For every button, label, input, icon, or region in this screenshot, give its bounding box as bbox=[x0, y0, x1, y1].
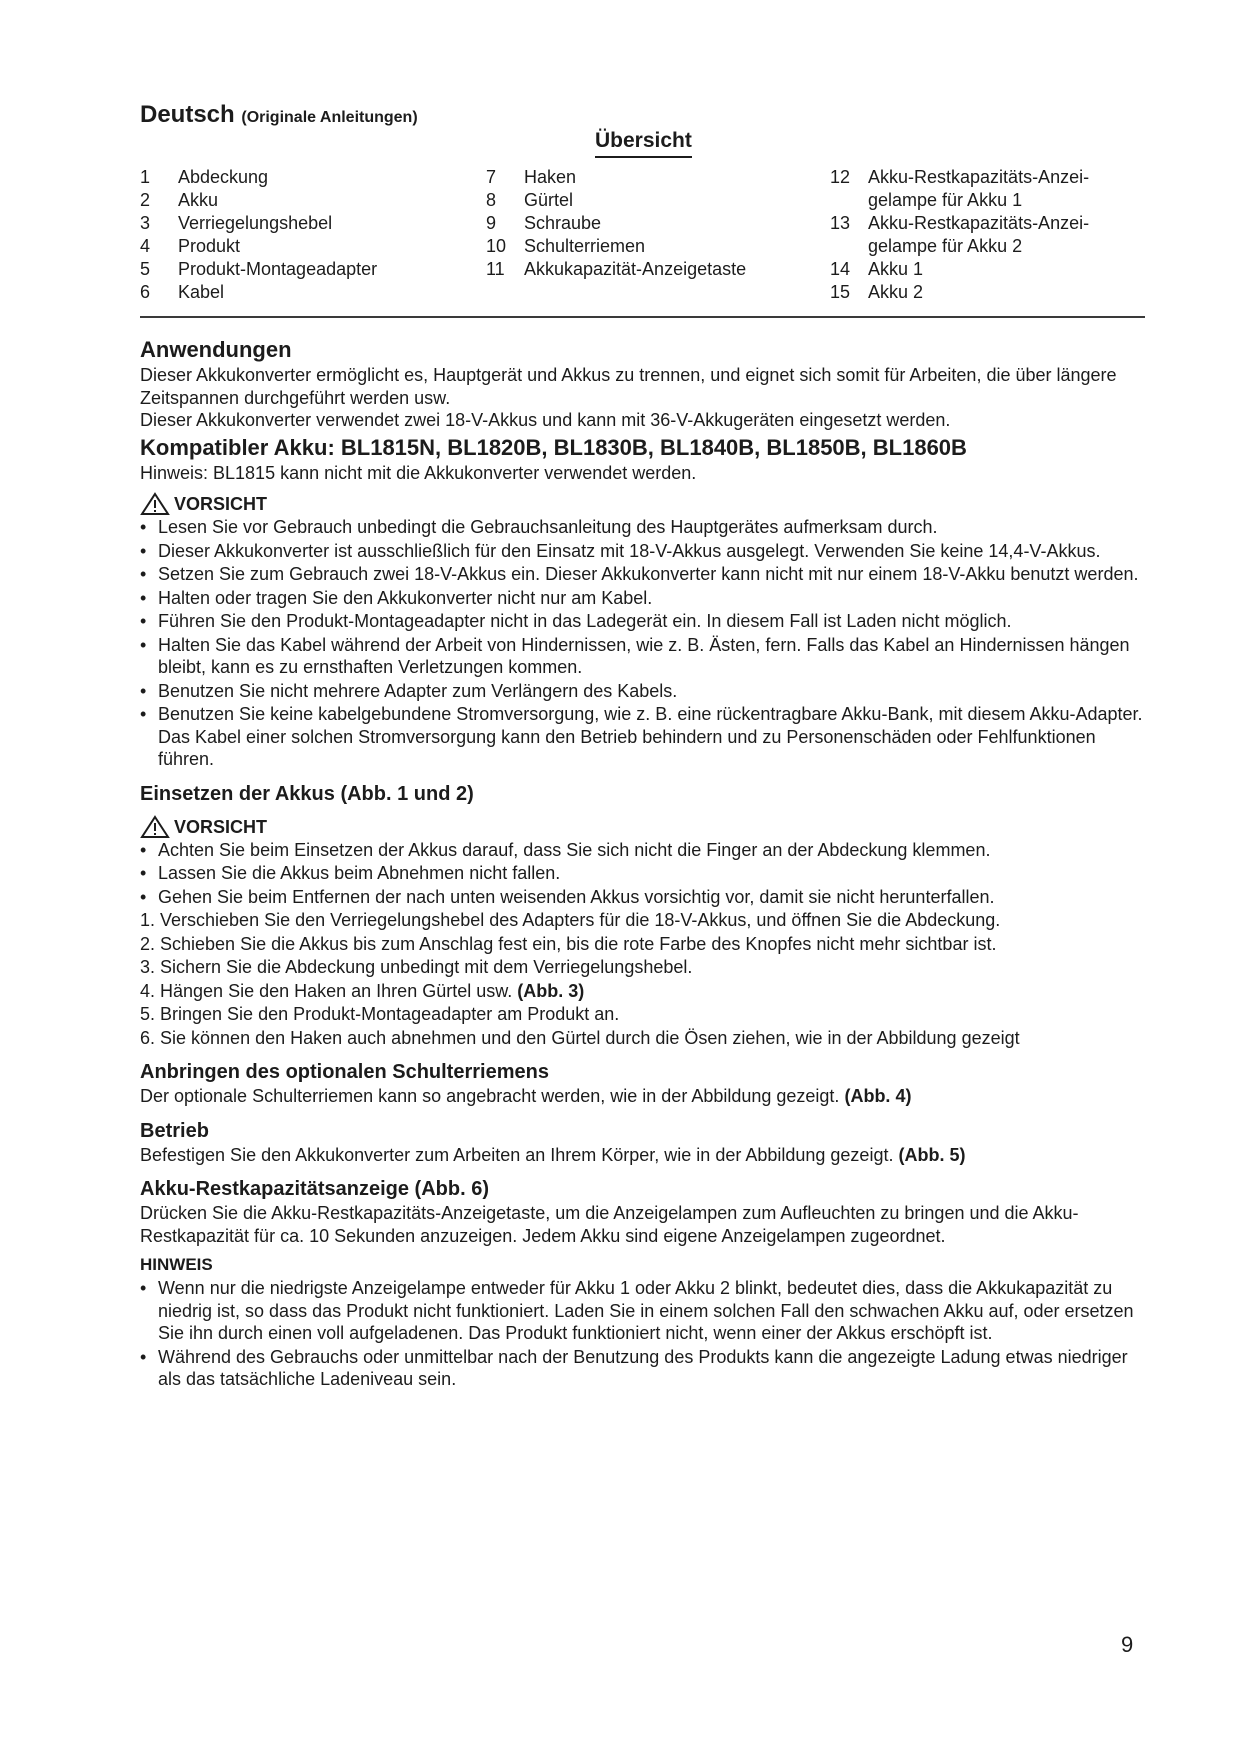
overview-item: 2 Akku bbox=[140, 190, 219, 210]
warning-icon bbox=[140, 815, 170, 839]
list-item: • Halten Sie das Kabel während der Arbeit von Hindernissen, wie z. B. Ästen, fern. Falls das Kabel an Hindernissen hängen bleibt, kann es zu ernsthaften Verletzungen kommen. bbox=[140, 634, 1150, 679]
list-item: • Lassen Sie die Akkus beim Abnehmen nicht fallen. bbox=[140, 862, 1150, 885]
overview-item: 7 Haken bbox=[486, 167, 577, 187]
overview-item: 3 Verriegelungshebel bbox=[140, 213, 333, 233]
step-item: 6. Sie können den Haken auch abnehmen und den Gürtel durch die Ösen ziehen, wie in der Abbildung gezeigt bbox=[140, 1027, 1020, 1048]
caution-list bbox=[140, 839, 1150, 909]
list-item: • Gehen Sie beim Entfernen der nach unten weisenden Akkus vorsichtig vor, damit sie nicht herunterfallen. bbox=[140, 886, 1150, 909]
overview-item: 12 Akku-Restkapazitäts-Anzei-gelampe für Akku 1 bbox=[830, 167, 1090, 210]
list-item: • Lesen Sie vor Gebrauch unbedingt die Gebrauchsanleitung des Hauptgerätes aufmerksam durch. bbox=[140, 516, 1150, 539]
operation-paragraph: Befestigen Sie den Akkukonverter zum Arbeiten an Ihrem Körper, wie in der Abbildung gezeigt. (Abb. 5) bbox=[140, 1144, 966, 1165]
note-heading: HINWEIS bbox=[140, 1255, 213, 1274]
list-item: • Achten Sie beim Einsetzen der Akkus darauf, dass Sie sich nicht die Finger an der Abdeckung klemmen. bbox=[140, 839, 1150, 862]
list-item: • Halten oder tragen Sie den Akkukonverter nicht nur am Kabel. bbox=[140, 587, 1150, 610]
capacity-paragraph: Drücken Sie die Akku-Restkapazitäts-Anzeigetaste, um die Anzeigelampen zum Aufleuchten zu bringen und die Akku-Restkapazität für ca. 10 Sekunden anzuzeigen. Jedem Akku sind eigene Anzeigelampen zugeordnet. bbox=[140, 1203, 1079, 1246]
compatible-battery: Kompatibler Akku: BL1815N, BL1820B, BL1830B, BL1840B, BL1850B, BL1860B bbox=[140, 434, 967, 460]
overview-item: 5 Produkt-Montageadapter bbox=[140, 259, 378, 279]
operation-heading: Betrieb bbox=[140, 1119, 209, 1142]
overview-item: 4 Produkt bbox=[140, 236, 241, 256]
overview-column-3 bbox=[830, 166, 1150, 304]
list-item: • Wenn nur die niedrigste Anzeigelampe entweder für Akku 1 oder Akku 2 blinkt, bedeutet dies, dass die Akkukapazität zu niedrig ist, so dass das Produkt nicht funktioniert. Laden Sie in einem solchen Fall den schwachen Akku auf, oder ersetzen Sie ihn durch einen voll aufgeladenen. Das Produkt funktioniert nicht, wenn einer der Akkus erschöpft ist. bbox=[140, 1277, 1150, 1345]
step-item: 2. Schieben Sie die Akkus bis zum Anschlag fest ein, bis die rote Farbe des Knopfes nicht mehr sichtbar ist. bbox=[140, 933, 997, 954]
overview-title: Übersicht bbox=[595, 128, 692, 158]
page-number: 9 bbox=[1121, 1632, 1134, 1657]
list-item: • Setzen Sie zum Gebrauch zwei 18-V-Akkus ein. Dieser Akkukonverter kann nicht mit nur einem 18-V-Akku benutzt werden. bbox=[140, 563, 1150, 586]
shoulder-heading: Anbringen des optionalen Schulterriemens bbox=[140, 1061, 549, 1083]
body-content bbox=[140, 336, 1150, 1392]
warning-icon bbox=[140, 492, 170, 516]
overview-item: 13 Akku-Restkapazitäts-Anzei-gelampe für Akku 2 bbox=[830, 213, 1090, 256]
overview-item: 9 Schraube bbox=[486, 213, 602, 233]
section-divider bbox=[140, 316, 1145, 318]
compatibility-hint: Hinweis: BL1815 kann nicht mit die Akkukonverter verwendet werden. bbox=[140, 462, 697, 483]
overview-item: 15 Akku 2 bbox=[830, 282, 924, 302]
steps-list bbox=[140, 909, 1150, 1049]
shoulder-paragraph: Der optionale Schulterriemen kann so angebracht werden, wie in der Abbildung gezeigt. (Abb. 4) bbox=[140, 1086, 912, 1106]
manual-page bbox=[140, 100, 1145, 1389]
applications-paragraph: Dieser Akkukonverter verwendet zwei 18-V-Akkus und kann mit 36-V-Akkugeräten eingesetzt werden. bbox=[140, 410, 951, 430]
caution-heading: VORSICHT bbox=[140, 815, 1150, 839]
overview-column-1 bbox=[140, 166, 480, 304]
overview-item: 8 Gürtel bbox=[486, 190, 574, 210]
overview-item: 11 Akkukapazität-Anzeigetaste bbox=[486, 259, 747, 279]
list-item: • Führen Sie den Produkt-Montageadapter nicht in das Ladegerät ein. In diesem Fall ist Laden nicht möglich. bbox=[140, 610, 1150, 633]
step-item: 1. Verschieben Sie den Verriegelungshebel des Adapters für die 18-V-Akkus, und öffnen Sie die Abdeckung. bbox=[140, 910, 1001, 930]
figure-ref: (Abb. 5) bbox=[898, 1144, 966, 1165]
capacity-heading: Akku-Restkapazitätsanzeige (Abb. 6) bbox=[140, 1178, 489, 1200]
overview-item: 6 Kabel bbox=[140, 282, 225, 302]
overview-item: 1 Abdeckung bbox=[140, 167, 269, 187]
language-title: Deutsch bbox=[140, 101, 235, 128]
overview-item: 14 Akku 1 bbox=[830, 259, 924, 279]
insert-heading: Einsetzen der Akkus (Abb. 1 und 2) bbox=[140, 782, 474, 805]
note-list bbox=[140, 1277, 1150, 1391]
list-item: • Benutzen Sie keine kabelgebundene Stromversorgung, wie z. B. eine rückentragbare Akku-Bank, mit diesem Akku-Adapter. Das Kabel einer solchen Stromversorgung kann den Betrieb behindern und zu Personenschäden oder Fehlfunktionen führen. bbox=[140, 703, 1150, 771]
step-item: 4. Hängen Sie den Haken an Ihren Gürtel usw. (Abb. 3) bbox=[140, 980, 585, 1001]
list-item: • Dieser Akkukonverter ist ausschließlich für den Einsatz mit 18-V-Akkus ausgelegt. Verwenden Sie keine 14,4-V-Akkus. bbox=[140, 540, 1150, 563]
overview-item: 10 Schulterriemen bbox=[486, 236, 646, 256]
figure-ref: (Abb. 3) bbox=[517, 980, 585, 1001]
applications-heading: Anwendungen bbox=[140, 337, 292, 362]
list-item: • Während des Gebrauchs oder unmittelbar nach der Benutzung des Produkts kann die angezeigte Ladung etwas niedriger als das tatsächliche Ladeniveau sein. bbox=[140, 1346, 1150, 1391]
overview-column-2 bbox=[486, 166, 836, 281]
step-item: 5. Bringen Sie den Produkt-Montageadapter am Produkt an. bbox=[140, 1004, 620, 1024]
list-item: • Benutzen Sie nicht mehrere Adapter zum Verlängern des Kabels. bbox=[140, 680, 1150, 703]
step-item: 3. Sichern Sie die Abdeckung unbedingt mit dem Verriegelungshebel. bbox=[140, 957, 693, 977]
caution-list bbox=[140, 516, 1150, 771]
language-subtitle: (Originale Anleitungen) bbox=[241, 109, 418, 126]
applications-paragraph: Dieser Akkukonverter ermöglicht es, Hauptgerät und Akkus zu trennen, und eignet sich somit für Arbeiten, die über längere Zeitspannen durchgeführt werden usw. bbox=[140, 365, 1117, 408]
caution-heading: VORSICHT bbox=[140, 492, 1150, 516]
figure-ref: (Abb. 4) bbox=[844, 1086, 912, 1106]
